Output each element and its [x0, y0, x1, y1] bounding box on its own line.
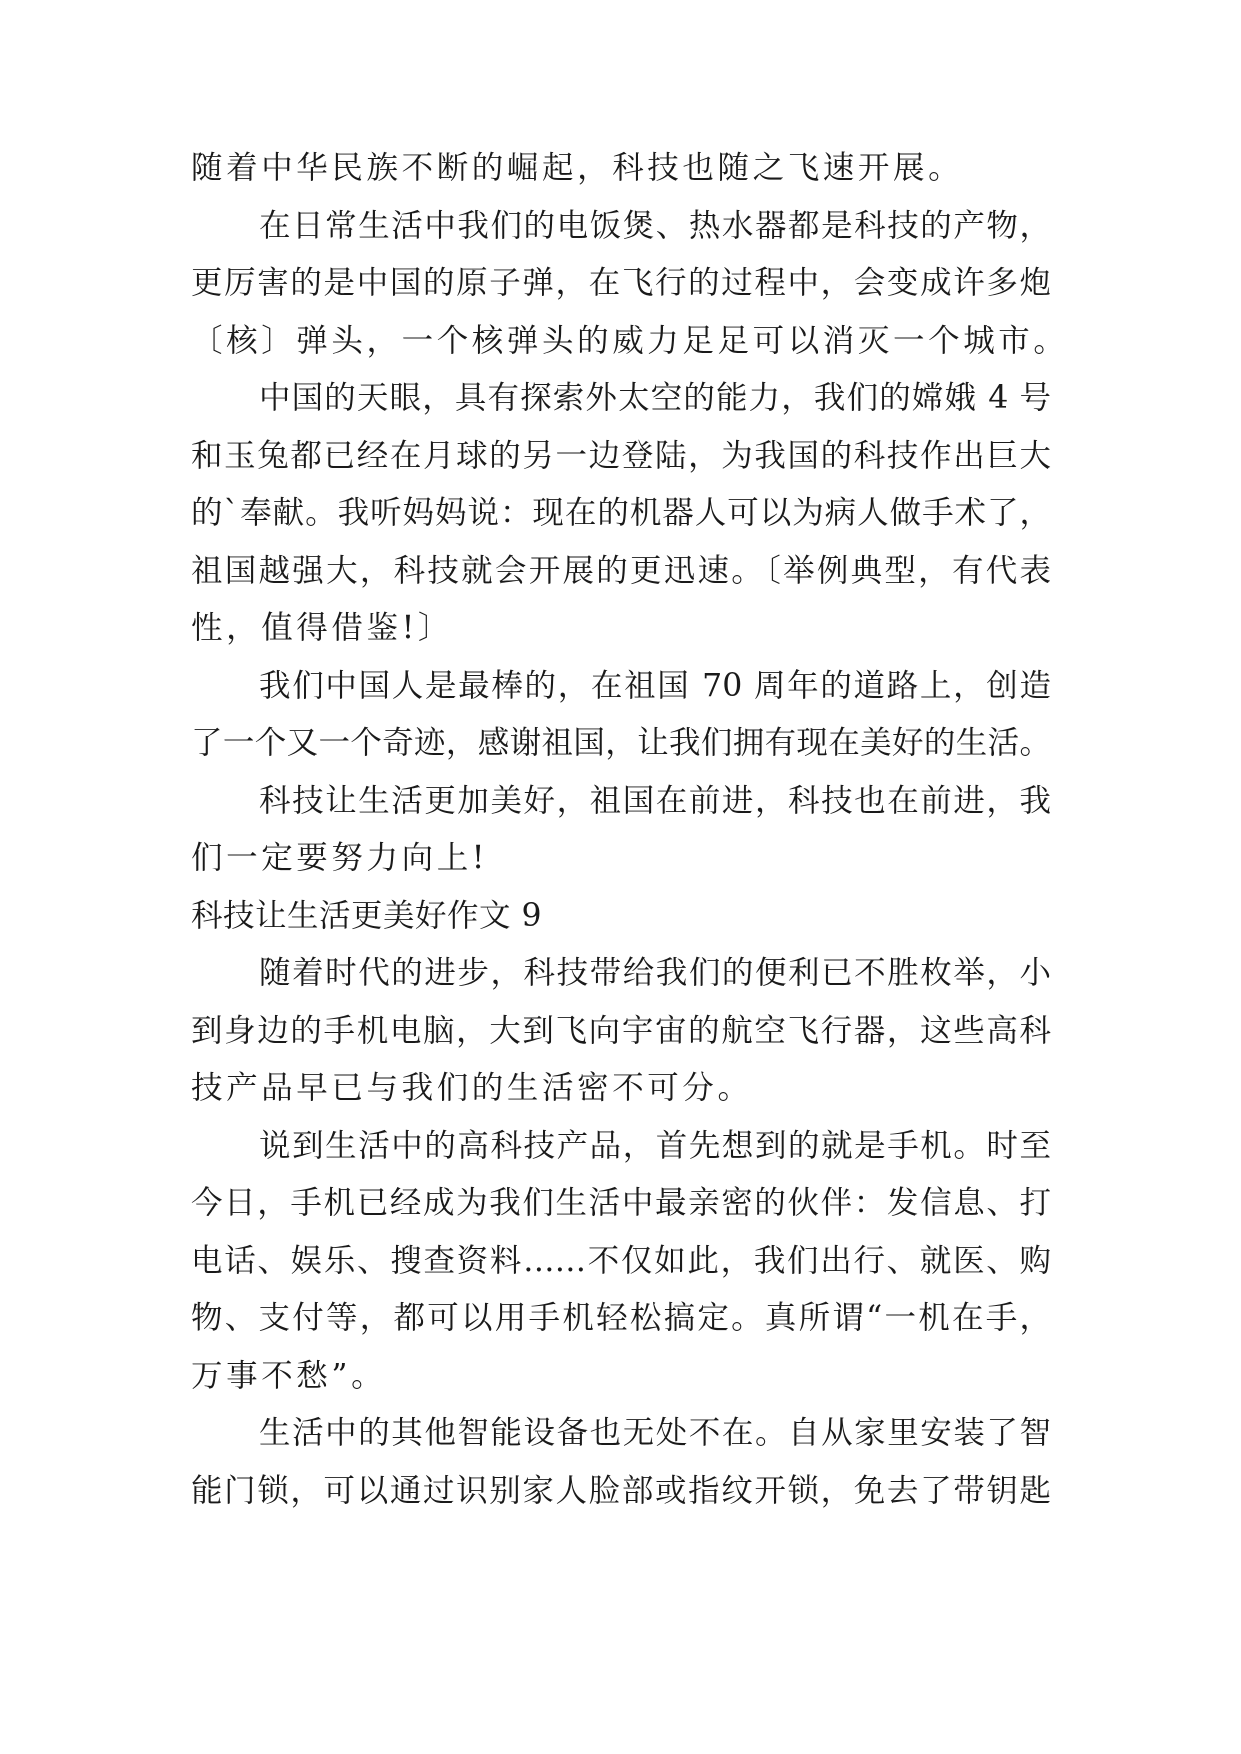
text-line: 我们中国人是最棒的，在祖国 70 周年的道路上，创造 [259, 667, 1051, 704]
text-line: 和玉兔都已经在月球的另一边登陆，为我国的科技作出巨大 [191, 437, 1051, 474]
document-page [191, 140, 1069, 1520]
text-line: 能门锁，可以通过识别家人脸部或指纹开锁，免去了带钥匙 [191, 1472, 1051, 1509]
text-line: 〔核〕弹头，一个核弹头的威力足足可以消灭一个城市。 [191, 322, 1069, 359]
text-line: 随着中华民族不断的崛起，科技也随之飞速开展。 [191, 150, 964, 186]
text-line: 电话、娱乐、搜查资料……不仅如此，我们出行、就医、购 [191, 1242, 1051, 1279]
text-line: 到身边的手机电脑，大到飞向宇宙的航空飞行器，这些高科 [191, 1012, 1051, 1049]
text-line: 祖国越强大，科技就会开展的更迅速。〔举例典型，有代表 [191, 552, 1051, 589]
text-line: 生活中的其他智能设备也无处不在。自从家里安装了智 [259, 1415, 1051, 1451]
text-line: 了一个又一个奇迹，感谢祖国，让我们拥有现在美好的生活。 [191, 725, 1051, 761]
text-line: 的`奉献。我听妈妈说：现在的机器人可以为病人做手术了， [191, 495, 1051, 531]
section-heading: 科技让生活更美好作文 9 [191, 897, 543, 934]
text-line: 性，值得借鉴!〕 [191, 610, 453, 646]
text-line: 更厉害的是中国的原子弹，在飞行的过程中，会变成许多炮 [191, 265, 1051, 301]
text-line: 说到生活中的高科技产品，首先想到的就是手机。时至 [259, 1127, 1051, 1164]
text-line: 科技让生活更加美好，祖国在前进，科技也在前进，我 [259, 782, 1051, 819]
text-line: 今日，手机已经成为我们生活中最亲密的伙伴：发信息、打 [191, 1185, 1051, 1221]
text-line: 随着时代的进步，科技带给我们的便利已不胜枚举，小 [259, 955, 1051, 991]
text-line: 技产品早已与我们的生活密不可分。 [191, 1070, 753, 1106]
text-line: 在日常生活中我们的电饭煲、热水器都是科技的产物， [259, 207, 1051, 244]
text-line: 们一定要努力向上! [191, 840, 489, 876]
text-line: 物、支付等，都可以用手机轻松搞定。真所谓“一机在手， [191, 1300, 1051, 1336]
text-line: 中国的天眼，具有探索外太空的能力，我们的嫦娥 4 号 [259, 380, 1051, 416]
text-line: 万事不愁”。 [191, 1357, 387, 1394]
